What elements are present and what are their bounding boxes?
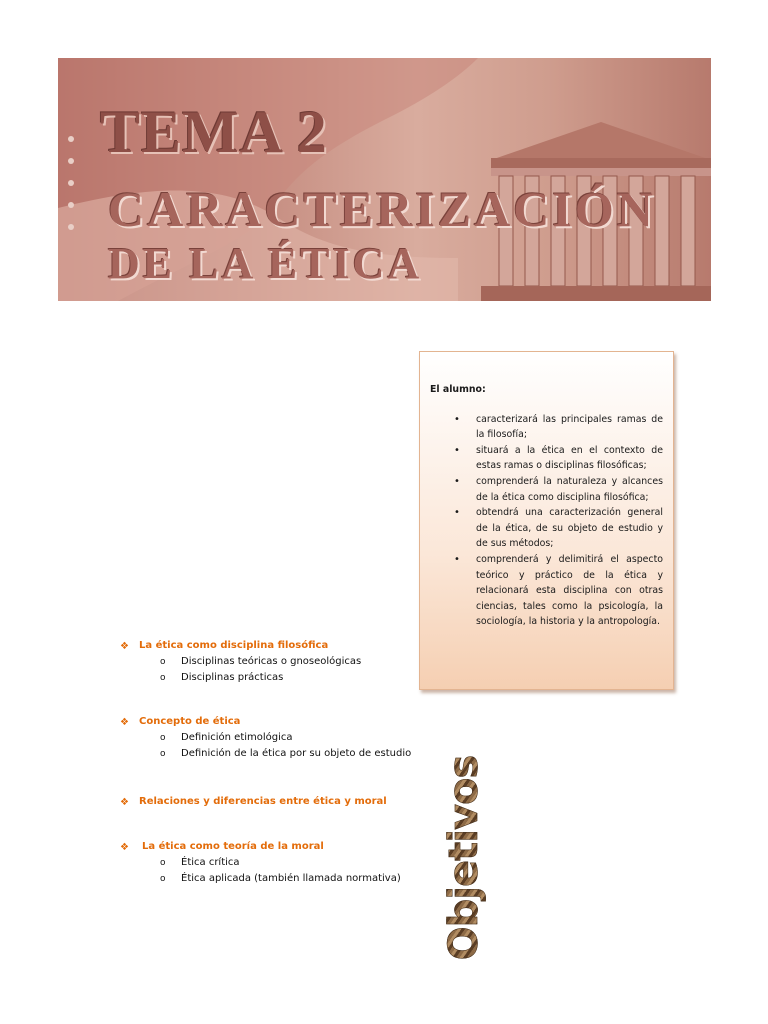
diamond-bullet-icon: ❖ — [120, 842, 129, 853]
outline-subitem — [118, 654, 361, 670]
objectives-intro: El alumno: — [430, 384, 486, 395]
diamond-bullet-icon: ❖ — [120, 797, 129, 808]
subitem-label: Definición de la ética por su objeto de estudio — [181, 748, 412, 759]
objective-item: • obtendrá una caracterización general de la ética, de su objeto de estudio y de sus métodos; — [430, 505, 663, 552]
banner-dot — [68, 158, 74, 164]
objectives-vertical-label — [441, 755, 487, 961]
diamond-bullet-icon: ❖ — [120, 641, 129, 652]
subitem-label: Definición etimológica — [181, 732, 293, 743]
diamond-bullet-icon: ❖ — [120, 717, 129, 728]
banner-dot — [68, 224, 74, 230]
banner-title-line1: CARACTERIZACIÓN — [108, 181, 656, 237]
banner-dot — [68, 202, 74, 208]
circle-bullet-icon: o — [160, 673, 166, 683]
section-title: Concepto de ética — [139, 716, 241, 727]
objectives-box — [419, 351, 674, 690]
objective-item: • comprenderá y delimitirá el aspecto teórico y práctico de la ética y relacionará esta disciplina con otras ciencias, tales como la psicología, la sociología, la historia y la antropología. — [430, 552, 663, 630]
banner-dot — [68, 180, 74, 186]
outline-subitem — [118, 871, 401, 887]
outline-section — [118, 794, 387, 810]
circle-bullet-icon: o — [160, 657, 166, 667]
section-title: La ética como disciplina filosófica — [139, 640, 329, 651]
section-heading — [118, 638, 361, 654]
objectives-list — [430, 412, 663, 630]
section-heading — [118, 794, 387, 810]
circle-bullet-icon: o — [160, 749, 166, 759]
outline-section — [118, 839, 401, 887]
outline-subitem — [118, 670, 361, 686]
subitem-label: Disciplinas teóricas o gnoseológicas — [181, 656, 362, 667]
circle-bullet-icon: o — [160, 858, 166, 868]
outline-subitem — [118, 730, 411, 746]
circle-bullet-icon: o — [160, 733, 166, 743]
outline-section — [118, 638, 361, 686]
objective-item: • situará a la ética en el contexto de estas ramas o disciplinas filosóficas; — [430, 443, 663, 474]
outline-section — [118, 714, 411, 762]
section-title: Relaciones y diferencias entre ética y moral — [139, 796, 387, 807]
banner-title-topic: TEMA 2 — [100, 99, 328, 165]
subitem-label: Disciplinas prácticas — [181, 672, 284, 683]
outline-subitem — [118, 855, 401, 871]
subitem-label: Ética crítica — [181, 857, 240, 868]
outline-subitem — [118, 746, 411, 762]
objectives-vertical-text: Objetivos — [441, 755, 487, 961]
banner-title-line2: DE LA ÉTICA — [108, 239, 423, 288]
banner-dot — [68, 136, 74, 142]
objective-item: • comprenderá la naturaleza y alcances de la ética como disciplina filosófica; — [430, 474, 663, 505]
circle-bullet-icon: o — [160, 874, 166, 884]
section-heading — [118, 714, 411, 730]
header-banner — [58, 58, 711, 301]
subitem-label: Ética aplicada (también llamada normativa) — [181, 873, 401, 884]
objective-item: • caracterizará las principales ramas de la filosofía; — [430, 412, 663, 443]
section-title: La ética como teoría de la moral — [142, 841, 324, 852]
section-heading — [118, 839, 401, 855]
